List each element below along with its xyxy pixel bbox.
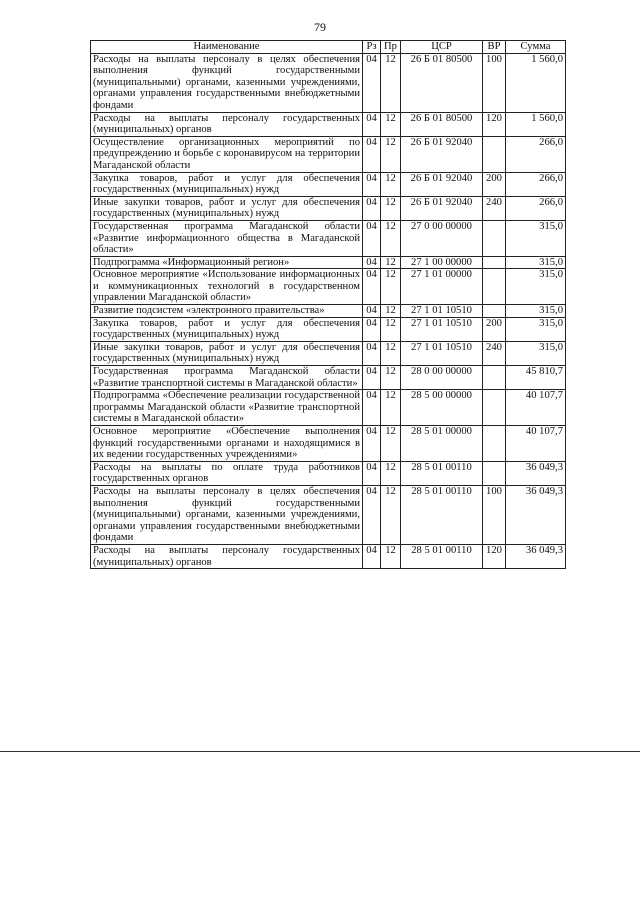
cell-vr: 100	[483, 485, 506, 544]
cell-vr: 100	[483, 53, 506, 112]
table-row	[91, 53, 566, 112]
cell-pr: 12	[381, 341, 401, 365]
cell-csr: 27 1 01 10510	[401, 317, 483, 341]
cell-name: Закупка товаров, работ и услуг для обеспечения государственных (муниципальных) нужд	[91, 317, 363, 341]
cell-rz: 04	[363, 390, 381, 426]
cell-csr: 28 5 01 00110	[401, 485, 483, 544]
cell-sum: 266,0	[506, 196, 566, 220]
cell-csr: 26 Б 01 92040	[401, 136, 483, 172]
cell-sum: 266,0	[506, 136, 566, 172]
header-pr: Пр	[381, 41, 401, 54]
cell-sum: 1 560,0	[506, 53, 566, 112]
cell-pr: 12	[381, 256, 401, 269]
cell-pr: 12	[381, 485, 401, 544]
cell-csr: 28 5 01 00110	[401, 544, 483, 568]
cell-sum: 315,0	[506, 305, 566, 318]
cell-csr: 27 1 01 00000	[401, 269, 483, 305]
cell-pr: 12	[381, 136, 401, 172]
budget-table	[90, 40, 566, 569]
cell-rz: 04	[363, 172, 381, 196]
cell-rz: 04	[363, 112, 381, 136]
cell-sum: 36 049,3	[506, 461, 566, 485]
cell-rz: 04	[363, 53, 381, 112]
cell-name: Расходы на выплаты персоналу в целях обеспечения выполнения функций государственными (муниципальными) органами, казенными учреждениями, органами управления государственными внебюджетными фондами	[91, 53, 363, 112]
cell-sum: 315,0	[506, 269, 566, 305]
cell-rz: 04	[363, 317, 381, 341]
cell-sum: 315,0	[506, 220, 566, 256]
table-row	[91, 220, 566, 256]
cell-sum: 45 810,7	[506, 366, 566, 390]
cell-rz: 04	[363, 269, 381, 305]
cell-vr	[483, 426, 506, 462]
cell-name: Расходы на выплаты персоналу в целях обеспечения выполнения функций государственными (муниципальными) органами, казенными учреждениями, органами управления государственными внебюджетными фондами	[91, 485, 363, 544]
cell-vr	[483, 461, 506, 485]
table-header-row	[91, 41, 566, 54]
cell-csr: 28 5 00 00000	[401, 390, 483, 426]
cell-vr: 120	[483, 544, 506, 568]
table-row	[91, 390, 566, 426]
cell-rz: 04	[363, 256, 381, 269]
cell-csr: 27 0 00 00000	[401, 220, 483, 256]
cell-csr: 27 1 01 10510	[401, 341, 483, 365]
cell-csr: 28 5 01 00110	[401, 461, 483, 485]
cell-pr: 12	[381, 426, 401, 462]
cell-name: Государственная программа Магаданской области «Развитие транспортной системы в Магаданской области»	[91, 366, 363, 390]
cell-pr: 12	[381, 544, 401, 568]
header-rz: Рз	[363, 41, 381, 54]
cell-rz: 04	[363, 220, 381, 256]
table-row	[91, 172, 566, 196]
header-csr: ЦСР	[401, 41, 483, 54]
cell-vr	[483, 256, 506, 269]
page-number: 79	[314, 20, 326, 34]
cell-name: Расходы на выплаты персоналу государственных (муниципальных) органов	[91, 544, 363, 568]
table-row	[91, 256, 566, 269]
cell-vr: 200	[483, 317, 506, 341]
cell-vr	[483, 220, 506, 256]
cell-pr: 12	[381, 390, 401, 426]
cell-pr: 12	[381, 53, 401, 112]
cell-vr: 240	[483, 341, 506, 365]
table-row	[91, 366, 566, 390]
cell-name: Иные закупки товаров, работ и услуг для обеспечения государственных (муниципальных) нужд	[91, 341, 363, 365]
cell-vr: 120	[483, 112, 506, 136]
cell-name: Основное мероприятие «Обеспечение выполнения функций государственными органами и находящимися в их ведении государственных учреждениями»	[91, 426, 363, 462]
cell-vr: 240	[483, 196, 506, 220]
cell-rz: 04	[363, 461, 381, 485]
cell-vr	[483, 305, 506, 318]
cell-name: Расходы на выплаты по оплате труда работников государственных органов	[91, 461, 363, 485]
header-vr: ВР	[483, 41, 506, 54]
header-name: Наименование	[91, 41, 363, 54]
table-row	[91, 426, 566, 462]
cell-sum: 266,0	[506, 172, 566, 196]
cell-csr: 26 Б 01 80500	[401, 53, 483, 112]
table-row	[91, 485, 566, 544]
header-sum: Сумма	[506, 41, 566, 54]
cell-name: Расходы на выплаты персоналу государственных (муниципальных) органов	[91, 112, 363, 136]
cell-pr: 12	[381, 220, 401, 256]
cell-name: Развитие подсистем «электронного правительства»	[91, 305, 363, 318]
cell-sum: 40 107,7	[506, 390, 566, 426]
table-body	[91, 53, 566, 569]
cell-rz: 04	[363, 544, 381, 568]
cell-rz: 04	[363, 305, 381, 318]
table-row	[91, 305, 566, 318]
footer-divider	[0, 751, 640, 752]
cell-pr: 12	[381, 112, 401, 136]
cell-pr: 12	[381, 172, 401, 196]
table-row	[91, 112, 566, 136]
cell-csr: 26 Б 01 92040	[401, 196, 483, 220]
cell-rz: 04	[363, 426, 381, 462]
cell-name: Основное мероприятие «Использование информационных и коммуникационных технологий в государственном управлении Магаданской области»	[91, 269, 363, 305]
cell-rz: 04	[363, 196, 381, 220]
cell-sum: 40 107,7	[506, 426, 566, 462]
cell-pr: 12	[381, 317, 401, 341]
cell-sum: 315,0	[506, 256, 566, 269]
cell-rz: 04	[363, 341, 381, 365]
cell-sum: 315,0	[506, 317, 566, 341]
cell-name: Подпрограмма «Информационный регион»	[91, 256, 363, 269]
cell-sum: 36 049,3	[506, 485, 566, 544]
cell-pr: 12	[381, 305, 401, 318]
cell-csr: 27 1 01 10510	[401, 305, 483, 318]
cell-rz: 04	[363, 366, 381, 390]
table-row	[91, 544, 566, 568]
cell-name: Иные закупки товаров, работ и услуг для обеспечения государственных (муниципальных) нужд	[91, 196, 363, 220]
cell-pr: 12	[381, 366, 401, 390]
cell-csr: 26 Б 01 80500	[401, 112, 483, 136]
cell-name: Государственная программа Магаданской области «Развитие информационного общества в Магаданской области»	[91, 220, 363, 256]
cell-csr: 26 Б 01 92040	[401, 172, 483, 196]
cell-sum: 1 560,0	[506, 112, 566, 136]
cell-sum: 36 049,3	[506, 544, 566, 568]
cell-vr	[483, 390, 506, 426]
cell-sum: 315,0	[506, 341, 566, 365]
cell-csr: 28 5 01 00000	[401, 426, 483, 462]
cell-vr	[483, 366, 506, 390]
cell-name: Подпрограмма «Обеспечение реализации государственной программы Магаданской области «Развитие транспортной системы в Магаданской области»	[91, 390, 363, 426]
cell-pr: 12	[381, 461, 401, 485]
table-row	[91, 341, 566, 365]
cell-vr	[483, 136, 506, 172]
cell-name: Закупка товаров, работ и услуг для обеспечения государственных (муниципальных) нужд	[91, 172, 363, 196]
cell-name: Осуществление организационных мероприятий по предупреждению и борьбе с коронавирусом на территории Магаданской области	[91, 136, 363, 172]
table-row	[91, 269, 566, 305]
cell-csr: 27 1 00 00000	[401, 256, 483, 269]
cell-csr: 28 0 00 00000	[401, 366, 483, 390]
table-row	[91, 317, 566, 341]
cell-pr: 12	[381, 196, 401, 220]
cell-rz: 04	[363, 485, 381, 544]
table-row	[91, 136, 566, 172]
table-row	[91, 461, 566, 485]
cell-vr: 200	[483, 172, 506, 196]
cell-pr: 12	[381, 269, 401, 305]
cell-rz: 04	[363, 136, 381, 172]
cell-vr	[483, 269, 506, 305]
table-row	[91, 196, 566, 220]
